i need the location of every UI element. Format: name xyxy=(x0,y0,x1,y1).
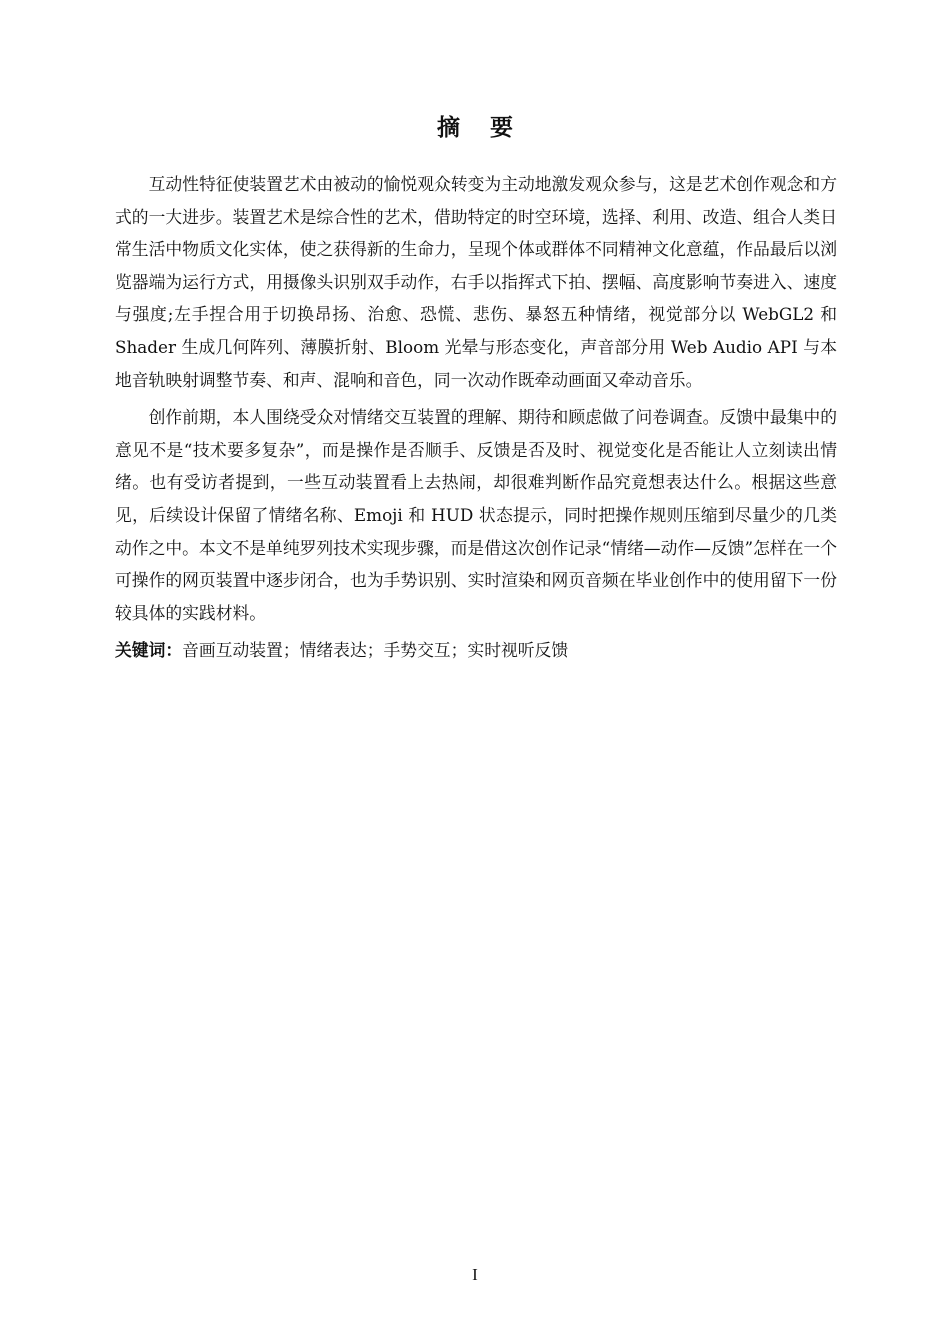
abstract-paragraph-2: 创作前期，本人围绕受众对情绪交互装置的理解、期待和顾虑做了问卷调查。反馈中最集中的意见不是“技术要多复杂”，而是操作是否顺手、反馈是否及时、视觉变化是否能让人立刻读出情绪。也有受访者提到，一些互动装置看上去热闹，却很难判断作品究竟想表达什么。根据这些意见，后续设计保留了情绪名称、Emoji 和 HUD 状态提示，同时把操作规则压缩到尽量少的几类动作之中。本文不是单纯罗列技术实现步骤，而是借这次创作记录“情绪—动作—反馈”怎样在一个可操作的网页装置中逐步闭合，也为手势识别、实时渲染和网页音频在毕业创作中的使用留下一份较具体的实践材料。 xyxy=(115,407,837,623)
keywords-text: 音画互动装置；情绪表达；手势交互；实时视听反馈 xyxy=(182,640,569,661)
page-number: I xyxy=(472,1265,478,1284)
abstract-body xyxy=(115,168,837,667)
abstract-title: 摘要 xyxy=(437,115,543,141)
keywords-label: 关键词： xyxy=(115,640,183,661)
keywords-line xyxy=(115,634,837,667)
abstract-paragraph-1: 互动性特征使装置艺术由被动的愉悦观众转变为主动地激发观众参与，这是艺术创作观念和方式的一大进步。装置艺术是综合性的艺术，借助特定的时空环境，选择、利用、改造、组合人类日常生活中物质文化实体，使之获得新的生命力，呈现个体或群体不同精神文化意蕴，作品最后以浏览器端为运行方式，用摄像头识别双手动作，右手以指挥式下拍、摆幅、高度影响节奏进入、速度与强度;左手捏合用于切换昂扬、治愈、恐慌、悲伤、暴怒五种情绪，视觉部分以 WebGL2 和 Shader 生成几何阵列、薄膜折射、Bloom 光晕与形态变化，声音部分用 Web Audio API 与本地音轨映射调整节奏、和声、混响和音色，同一次动作既牵动画面又牵动音乐。 xyxy=(115,174,837,390)
